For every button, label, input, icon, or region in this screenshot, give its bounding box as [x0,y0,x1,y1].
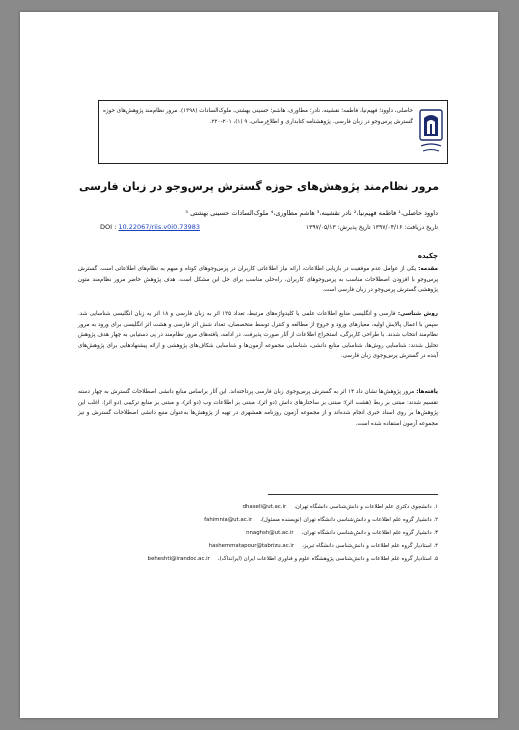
footnote-affiliation: ۳. دانشیار گروه علم اطلاعات و دانش‌شناسی دانشگاه تهران، [301,530,438,536]
doi-line [100,223,200,231]
footnote-item [78,527,438,540]
doi-link[interactable]: 10.22067/riis.v0i0.73983 [118,223,200,231]
footnote-item [78,514,438,527]
footnote-affiliation: ۲. دانشیار گروه علم اطلاعات و دانش‌شناسی دانشگاه تهران (نویسنده مسئول)، [260,517,438,523]
author-list: داوود حاصلی،¹ فاطمه فهیم‌نیا،² نادر نقشینه،³ هاشم مطاوری،⁴ ملوک‌السادات حسینی بهشتی ⁵ [185,209,438,217]
university-logo-icon [418,108,444,156]
article-title: مرور نظام‌مند پژوهش‌های حوزه گسترش پرس‌وجو در زبان فارسی [78,180,440,193]
abstract-introduction [78,264,438,296]
footnote-email[interactable]: dhaseli@ut.ac.ir [242,504,287,510]
introduction-label: مقدمه: [418,266,438,272]
footnote-email[interactable]: nnaghsh@ut.ac.ir [246,530,294,536]
abstract-methodology [78,309,438,362]
methodology-text: فارسی و انگلیسی منابع اطلاعات علمی با کلیدواژه‌های مرتبط، تعداد ۱۳۵ اثر به زبان فارسی و ۱۸ اثر به زبان انگلیسی شناسایی شد. سپس با اعمال پالایش اولیه، معیارهای ورود و خروج از مطالعه و کنترل توسط متخصصان، تعداد شش اثر فارسی و هشت اثر انگلیسی برای ورود به مرور نظام‌مند انتخاب شدند. با طراحی کاربرگی، استخراج اطلاعات از آثار صورت پذیرفت. در ادامه، یافته‌های مرور نظام‌مند در پی دستیابی به چهار هدف پژوهش تحلیل شدند: شناسایی روش‌ها، شناسایی منابع دانشی، شناسایی مجموعه آزمون‌ها و شناسایی شکاف‌های پژوهشی و ارائه پیشنهادهایی برای پژوهش‌های آینده در گسترش پرس‌وجوی زبان فارسی. [78,311,438,359]
findings-label: یافته‌ها: [416,389,439,395]
footnote-item [78,540,438,553]
footnote-affiliation: ۵. استادیار گروه علم اطلاعات و دانش‌شناسی پژوهشگاه علوم و فناوری اطلاعات ایران (ایرانداک)، [217,556,438,562]
footnote-email[interactable]: beheshti@irandoc.ac.ir [147,556,210,562]
introduction-text: یکی از عوامل عدم موفقیت در بازیابی اطلاعات، ارائه نیاز اطلاعاتی کاربران در پرس‌وجوهای کوتاه و مبهم به نظام‌های اطلاعاتی است. گسترش پرس‌وجو با افزودن اصطلاحات مناسب به پرس‌وجوهای کاربران، راه‌حلی مناسب برای حل این مشکل است. هدف پژوهش حاضر مرور نظام‌مند متون پژوهشی گسترش پرس‌وجو در زبان فارسی است. [78,266,438,293]
citation-box [98,100,448,164]
findings-text: مرور پژوهش‌ها نشان داد ۱۴ اثر به گسترش پرس‌وجوی زبان فارسی پرداخته‌اند. این آثار براساس منابع دانشی اصطلاحات گسترش به چهار دسته تقسیم شدند: مبتنی بر ربط (هشت اثر)؛ مبتنی بر ساختارهای دانش (دو اثر)، مبتنی بر اطلاعات وب (دو اثر)، و مبتنی بر منابع ترکیبی (دو اثر). اغلب این پژوهش‌ها بر روی اسناد خبری انجام شده‌اند و از مجموعه آزمون روزنامه همشهری در تهیه از پژوهش‌ها به‌عنوان منبع دانشی اصطلاحات گسترش و نیز مجموعه آزمون استفاده شده است. [78,389,438,427]
footnotes [78,501,438,566]
doi-label: DOI : [100,223,117,231]
abstract-findings [78,387,438,429]
footnote-item [78,553,438,566]
journal-page [20,12,498,718]
citation-text: حاصلی، داوود؛ فهیم‌نیا، فاطمه؛ نقشینه، نادر؛ مطاوری، هاشم؛ حسینی بهشتی، ملوک‌السادات (۱۳۹۸). مرور نظام‌مند پژوهش‌های حوزه گسترش پرس‌وجو در زبان فارسی. پژوهشنامه کتابداری و اطلاع‌رسانی، ۹ (۱)، ۲۰۱-۲۲۰. [103,108,414,125]
footnote-affiliation: ۴. استادیار گروه علم اطلاعات و دانش‌شناسی دانشگاه تبریز، [302,543,438,549]
footnote-email[interactable]: hashemmatapour@tabrizu.ac.ir [208,543,295,549]
footnote-divider [268,494,438,495]
footnote-affiliation: ۱. دانشجوی دکتری علم اطلاعات و دانش‌شناسی دانشگاه تهران، [294,504,438,510]
footnote-email[interactable]: fahimnia@ut.ac.ir [204,517,253,523]
submission-dates: تاریخ دریافت: ۱۳۹۷/۰۴/۱۶ تاریخ پذیرش: ۱۳۹۷/۰۵/۱۳ [305,224,438,231]
footnote-item [78,501,438,514]
abstract-heading: چکیده [417,252,438,260]
methodology-label: روش شناسی: [397,311,439,317]
